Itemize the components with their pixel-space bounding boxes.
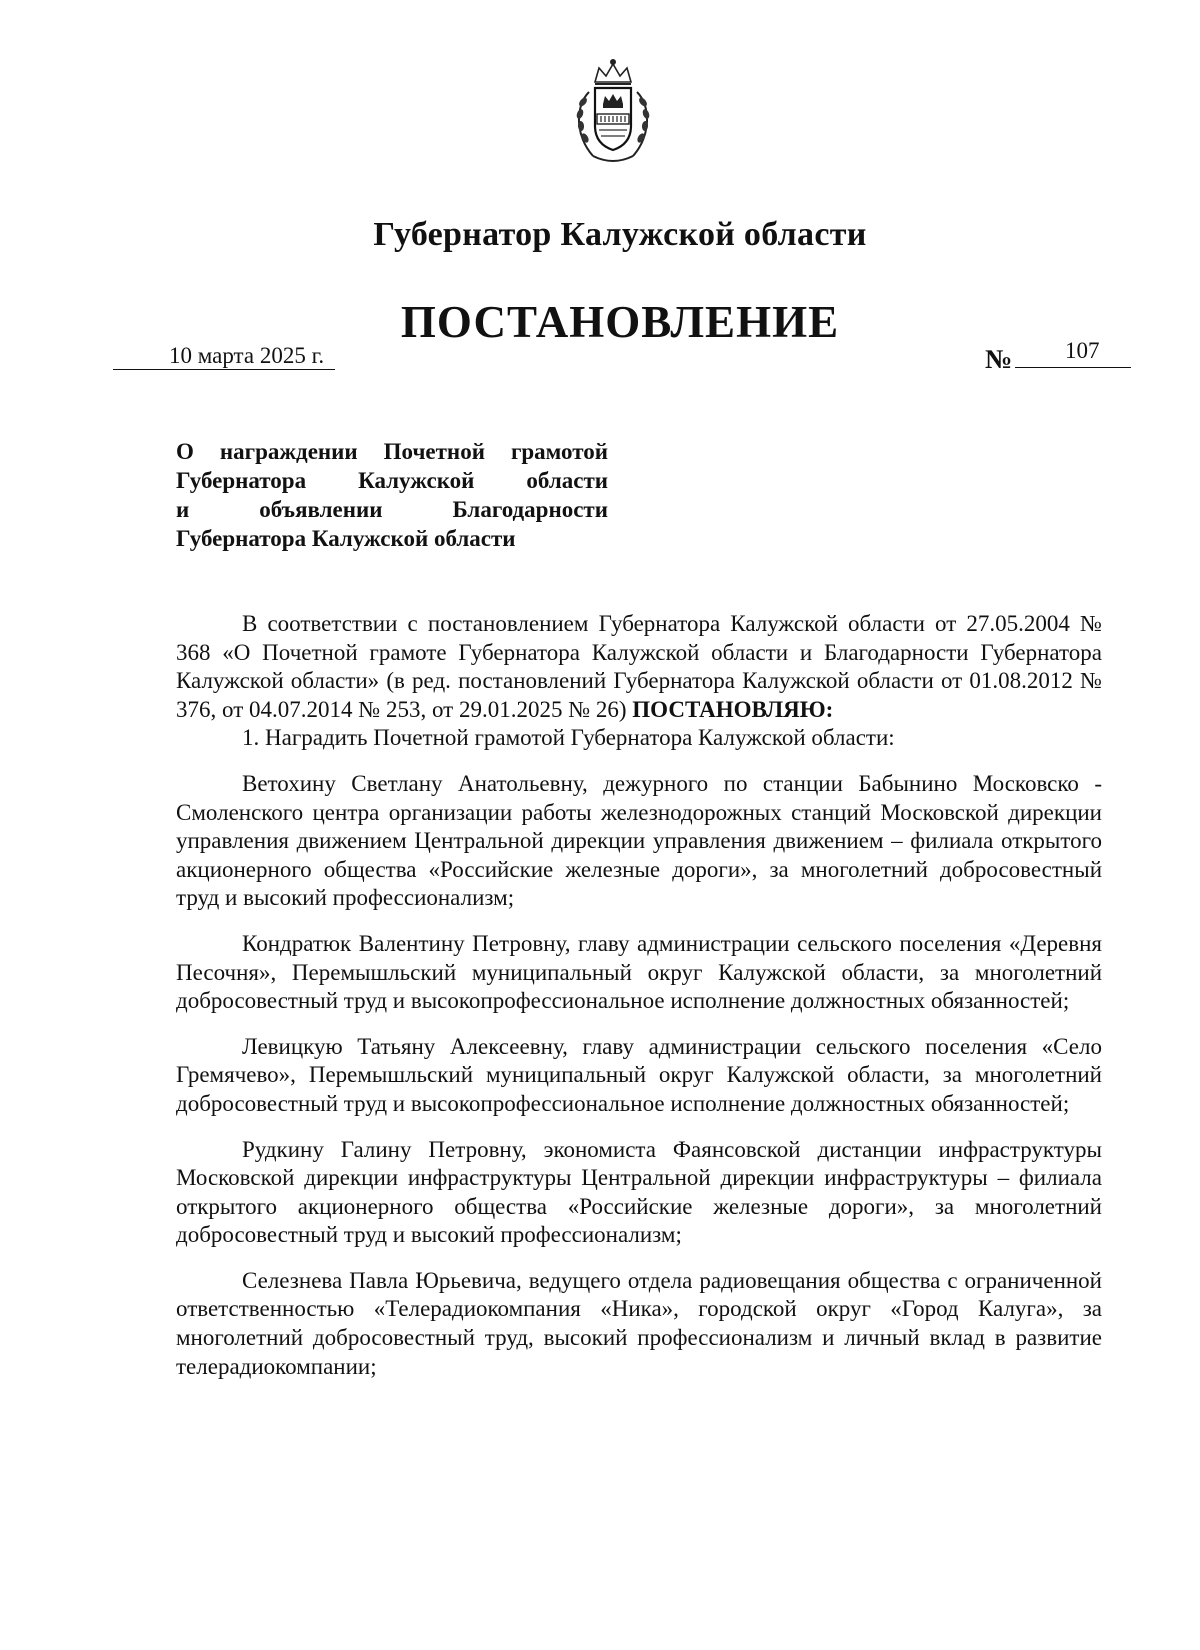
issuing-authority: Губернатор Калужской области [373, 216, 867, 253]
document-type-title: ПОСТАНОВЛЕНИЕ [400, 297, 840, 347]
awardee-paragraph: Кондратюк Валентину Петровну, главу администрации сельского поселения «Деревня Песочня», Перемышльский муниципальный округ Калужской области, за многолетний добросовестный труд и высокопрофессиональное исполнение должностных обязанностей; [176, 930, 1102, 1014]
preamble-paragraph [176, 610, 1102, 724]
number-field [1015, 338, 1131, 368]
awardee-paragraph: Рудкину Галину Петровну, экономиста Фаянсовской дистанции инфраструктуры Московской дирекции инфраструктуры Центральной дирекции инфраструктуры – филиала открытого акционерного общества «Российские железные дороги», за многолетний добросовестный труд и высокий профессионализм; [176, 1136, 1102, 1248]
date-field [113, 343, 335, 370]
awardee-paragraph: Ветохину Светлану Анатольевну, дежурного по станции Бабынино Московско - Смоленского центра организации работы железнодорожных станций Московской дирекции управления движением Центральной дирекции управления движением – филиала открытого акционерного общества «Российские железные дороги», за многолетний добросовестный труд и высокий профессионализм; [176, 770, 1102, 911]
document-subject [176, 437, 608, 553]
decree-word: ПОСТАНОВЛЯЮ: [632, 696, 834, 722]
document-number: 107 [1065, 338, 1100, 363]
preamble-text: В соответствии с постановлением Губернатора Калужской области от 27.05.2004 № 368 «О Почетной грамоте Губернатора Калужской области и Благодарности Губернатора Калужской области» (в ред. постановлений Губернатора Калужской области от 01.08.2012 № 376, от 04.07.2014 № 253, от 29.01.2025 № 26) [176, 611, 1102, 722]
awardee-paragraph: Селезнева Павла Юрьевича, ведущего отдела радиовещания общества с ограниченной ответственностью «Телерадиокомпания «Ника», городской округ «Город Калуга», за многолетний добросовестный труд, высокий профессионализм и личный вклад в развитие телерадиокомпании; [176, 1267, 1102, 1379]
item-1-heading: 1. Наградить Почетной грамотой Губернатора Калужской области: [242, 725, 895, 751]
subject-line: Губернатора Калужской области [176, 468, 608, 493]
number-label: № [985, 344, 1013, 374]
kaluga-coat-of-arms-icon [565, 56, 661, 168]
subject-line: Губернатора Калужской области [176, 526, 516, 551]
document-date: 10 марта 2025 г. [169, 343, 325, 368]
subject-line: и объявлении Благодарности [176, 497, 608, 522]
document-body [176, 610, 1102, 1381]
subject-line: О награждении Почетной грамотой [176, 439, 608, 464]
awardee-paragraph: Левицкую Татьяну Алексеевну, главу администрации сельского поселения «Село Гремячево», Перемышльский муниципальный округ Калужской области, за многолетний добросовестный труд и высокопрофессиональное исполнение должностных обязанностей; [176, 1033, 1102, 1116]
